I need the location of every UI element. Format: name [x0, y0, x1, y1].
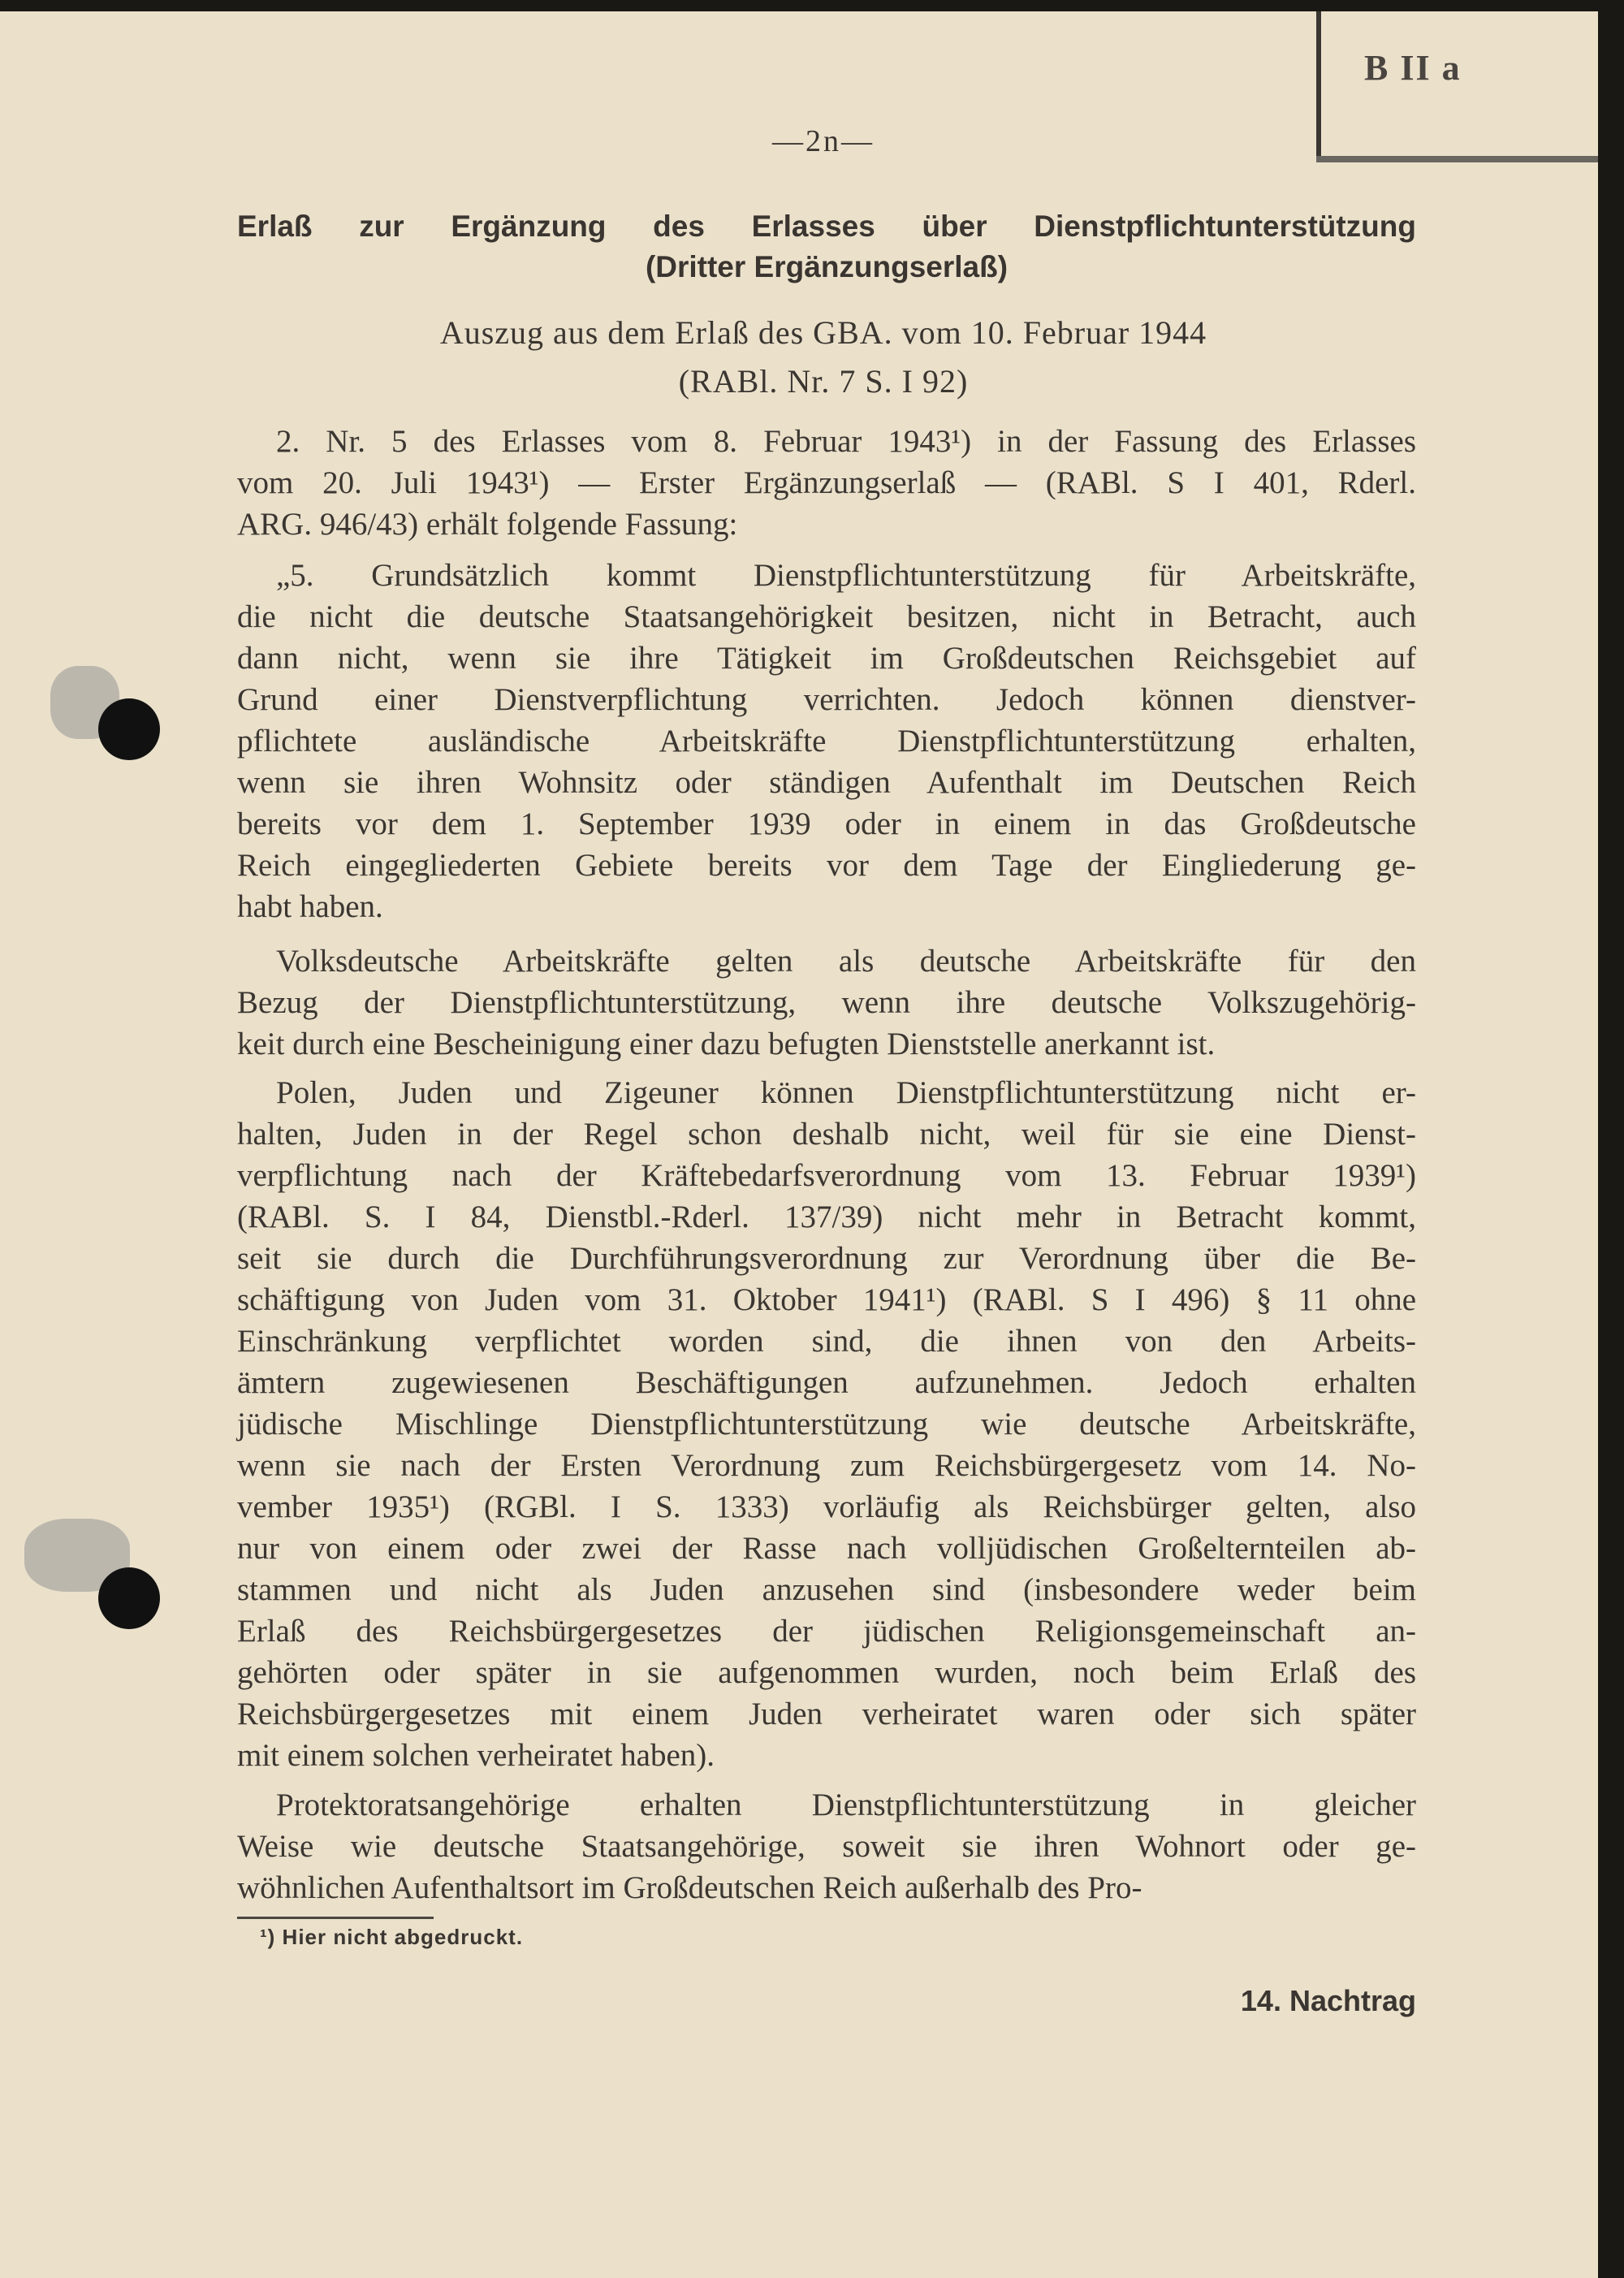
text-line: wenn sie nach der Ersten Verordnung zum Reichsbürgergesetz vom 14. No- [237, 1448, 1416, 1483]
text-line: Erlaß des Reichsbürgergesetzes der jüdischen Religionsgemeinschaft an- [237, 1614, 1416, 1649]
footnote-divider [237, 1917, 434, 1919]
text-line: Reich eingegliederten Gebiete bereits vor dem Tage der Eingliederung ge- [237, 848, 1416, 883]
text-line: bereits vor dem 1. September 1939 oder in einem in das Großdeutsche [237, 806, 1416, 841]
text-line: jüdische Mischlinge Dienstpflichtunterstützung wie deutsche Arbeitskräfte, [237, 1407, 1416, 1442]
text-line: die nicht die deutsche Staatsangehörigkeit besitzen, nicht in Betracht, auch [237, 599, 1416, 634]
text-line: halten, Juden in der Regel schon deshalb nicht, weil für sie eine Dienst- [237, 1117, 1416, 1152]
page-number: —2n— [772, 124, 875, 158]
text-line: „5. Grundsätzlich kommt Dienstpflichtunterstützung für Arbeitskräfte, [276, 558, 1416, 593]
text-line: ARG. 946/43) erhält folgende Fassung: [237, 507, 738, 542]
subtitle-line-2: (RABl. Nr. 7 S. I 92) [678, 363, 969, 400]
text-line: dann nicht, wenn sie ihre Tätigkeit im Großdeutschen Reichsgebiet auf [237, 641, 1416, 676]
text-line: Reichsbürgergesetzes mit einem Juden verheiratet waren oder sich später [237, 1697, 1416, 1731]
supplement-label: 14. Nachtrag [1240, 1984, 1416, 2017]
title-line-2: (Dritter Ergänzungserlaß) [645, 250, 1009, 283]
text-line: Polen, Juden und Zigeuner können Dienstpflichtunterstützung nicht er- [276, 1075, 1416, 1110]
text-line: vom 20. Juli 1943¹) — Erster Ergänzungserlaß — (RABl. S I 401, Rderl. [237, 465, 1416, 500]
text-line: schäftigung von Juden vom 31. Oktober 1941¹) (RABl. S I 496) § 11 ohne [237, 1282, 1416, 1317]
text-line: mit einem solchen verheiratet haben). [237, 1738, 715, 1773]
text-line: habt haben. [237, 889, 383, 924]
title-line-1: Erlaß zur Ergänzung des Erlasses über Dienstpflichtunterstützung [237, 210, 1416, 243]
text-line: Volksdeutsche Arbeitskräfte gelten als deutsche Arbeitskräfte für den [276, 944, 1416, 979]
subtitle-line-1: Auszug aus dem Erlaß des GBA. vom 10. Februar 1944 [439, 314, 1207, 351]
text-line: 2. Nr. 5 des Erlasses vom 8. Februar 1943¹) in der Fassung des Erlasses [276, 424, 1416, 459]
text-line: Weise wie deutsche Staatsangehörige, soweit sie ihren Wohnort oder ge- [237, 1829, 1416, 1864]
paragraph [237, 421, 1416, 545]
text-line: stammen und nicht als Juden anzusehen sind (insbesondere weder beim [237, 1572, 1416, 1607]
text-line: (RABl. S. I 84, Dienstbl.-Rderl. 137/39) nicht mehr in Betracht kommt, [237, 1200, 1416, 1234]
text-line: keit durch eine Bescheinigung einer dazu befugten Dienststelle anerkannt ist. [237, 1027, 1216, 1061]
punch-hole [98, 698, 160, 760]
text-line: nur von einem oder zwei der Rasse nach volljüdischen Großelternteilen ab- [237, 1531, 1416, 1566]
text-line: Grund einer Dienstverpflichtung verrichten. Jedoch können dienstver- [237, 682, 1416, 717]
text-line: wenn sie ihren Wohnsitz oder ständigen Aufenthalt im Deutschen Reich [237, 765, 1416, 800]
section-tag: B II a [1364, 48, 1462, 88]
text-line: wöhnlichen Aufenthaltsort im Großdeutschen Reich außerhalb des Pro- [237, 1870, 1142, 1905]
footnote: ¹) Hier nicht abgedruckt. [260, 1925, 524, 1949]
text-line: verpflichtung nach der Kräftebedarfsverordnung vom 13. Februar 1939¹) [237, 1158, 1416, 1193]
text-line: pflichtete ausländische Arbeitskräfte Dienstpflichtunterstützung erhalten, [237, 724, 1416, 759]
text-line: Einschränkung verpflichtet worden sind, die ihnen von den Arbeits- [237, 1324, 1416, 1359]
text-line: seit sie durch die Durchführungsverordnung zur Verordnung über die Be- [237, 1241, 1416, 1276]
paragraph [237, 555, 1416, 927]
text-line: Bezug der Dienstpflichtunterstützung, wenn ihre deutsche Volkszugehörig- [237, 985, 1416, 1020]
text-line: Protektoratsangehörige erhalten Dienstpflichtunterstützung in gleicher [276, 1787, 1416, 1822]
punch-hole [98, 1567, 160, 1629]
text-line: gehörten oder später in sie aufgenommen wurden, noch beim Erlaß des [237, 1655, 1416, 1690]
text-line: ämtern zugewiesenen Beschäftigungen aufzunehmen. Jedoch erhalten [237, 1365, 1416, 1400]
paragraph [237, 1784, 1416, 1908]
text-line: vember 1935¹) (RGBl. I S. 1333) vorläufig als Reichsbürger gelten, also [237, 1489, 1416, 1524]
paragraph [237, 1072, 1416, 1776]
paragraph [237, 940, 1416, 1065]
